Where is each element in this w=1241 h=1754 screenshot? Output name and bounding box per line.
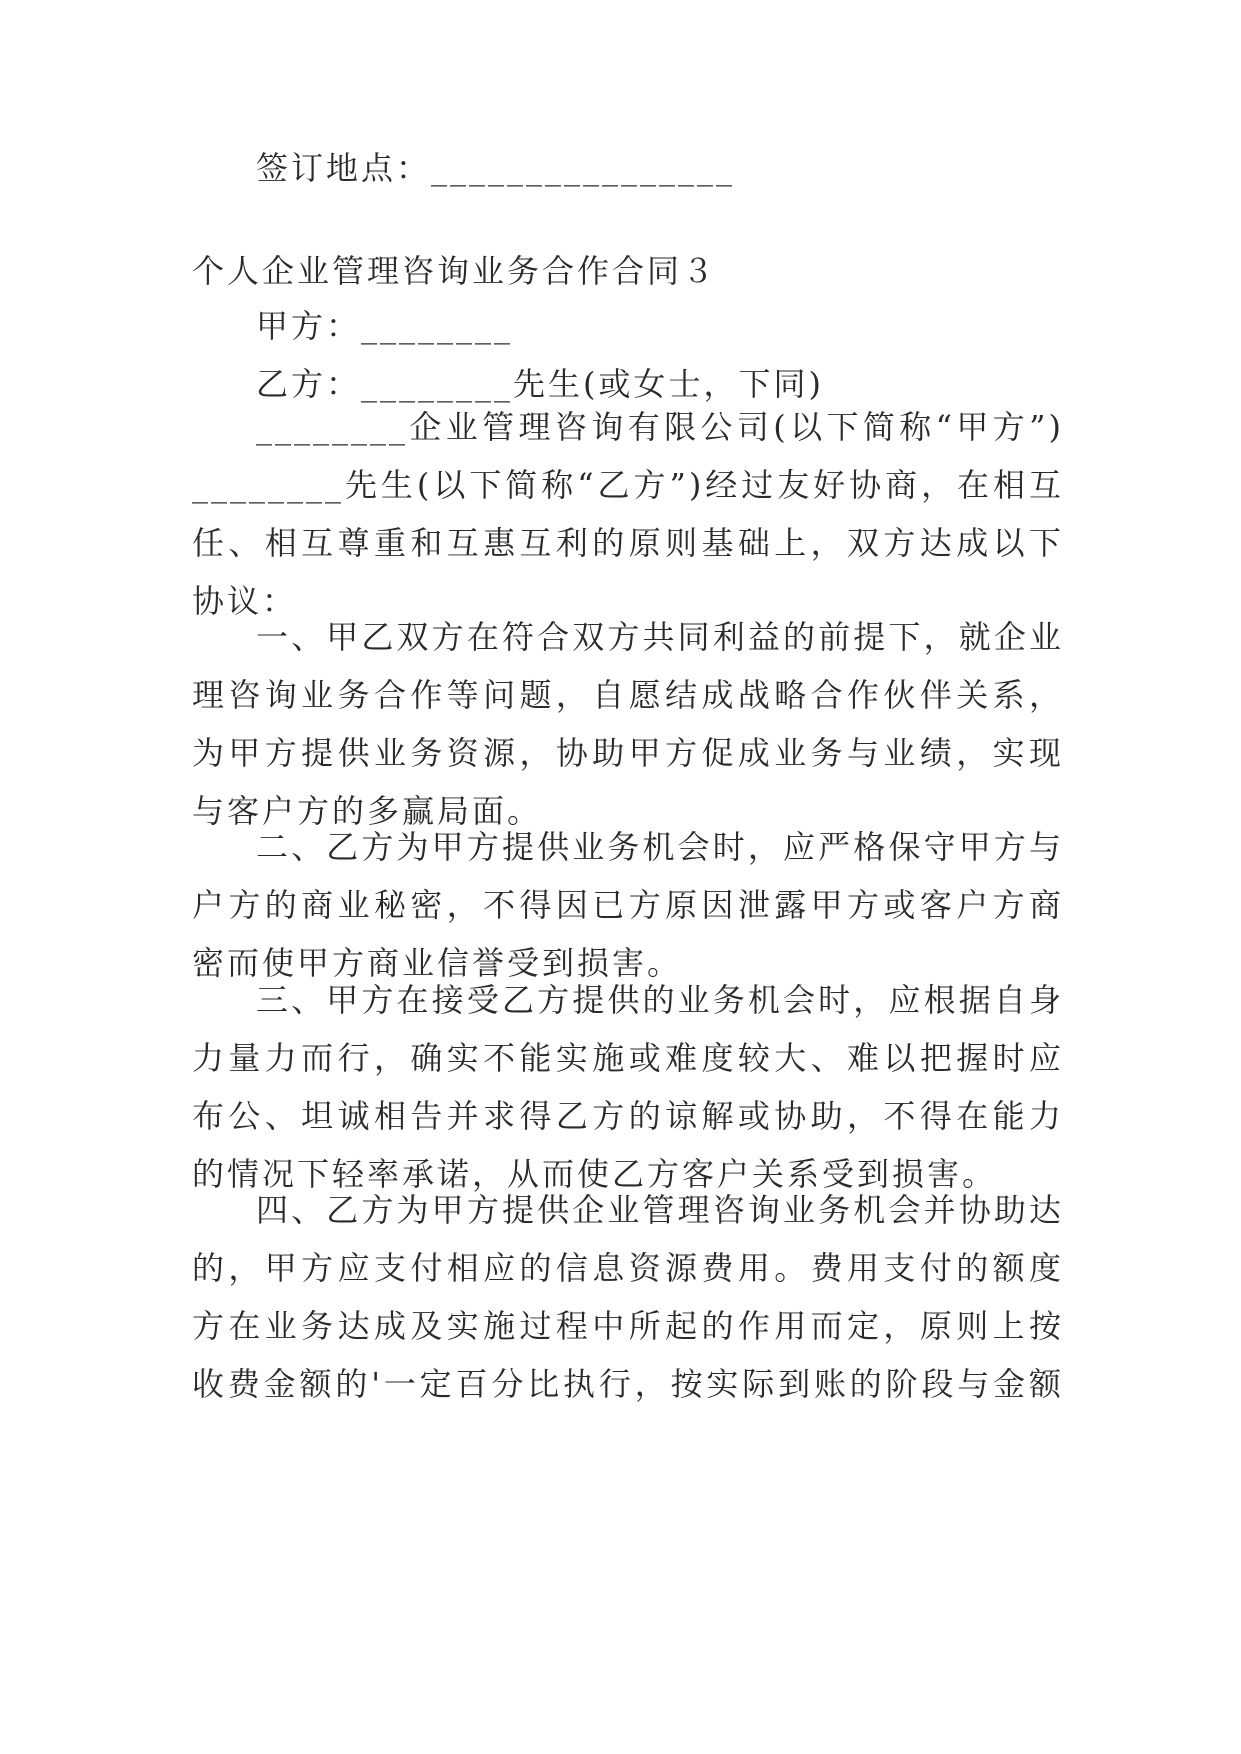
intro-line: 任、相互尊重和互惠互利的原则基础上，双方达成以下 — [192, 524, 1064, 562]
clause-line: 与客户方的多赢局面。 — [192, 792, 543, 830]
intro-line: 协议： — [192, 582, 298, 620]
clause-line: 三、甲方在接受乙方提供的业务机会时，应根据自身 — [256, 981, 1064, 1019]
clause-1-paragraph — [192, 608, 1064, 840]
clause-line: 为甲方提供业务资源，协助甲方促成业务与业绩，实现 — [192, 734, 1064, 772]
clause-line: 二、乙方为甲方提供业务机会时，应严格保守甲方与 — [256, 828, 1064, 866]
section-title: 个人企业管理咨询业务合作合同３ — [192, 252, 718, 290]
intro-line: ________先生(以下简称“乙方”)经过友好协商，在相互 — [192, 466, 1064, 504]
clause-3-paragraph — [192, 971, 1064, 1203]
clause-line: 四、乙方为甲方提供企业管理咨询业务机会并协助达 — [256, 1191, 1064, 1229]
clause-line: 密而使甲方商业信誉受到损害。 — [192, 944, 683, 982]
clause-line: 的情况下轻率承诺，从而使乙方客户关系受到损害。 — [192, 1155, 998, 1193]
party-b-line: 乙方：________先生(或女士，下同) — [256, 365, 824, 403]
clause-line: 理咨询业务合作等问题，自愿结成战略合作伙伴关系， — [192, 676, 1064, 714]
clause-line: 收费金额的'一定百分比执行，按实际到账的阶段与金额 — [192, 1365, 1064, 1403]
parties-block — [192, 297, 1064, 413]
intro-line: ________企业管理咨询有限公司(以下简称“甲方”) — [256, 408, 1064, 446]
clause-line: 方在业务达成及实施过程中所起的作用而定，原则上按 — [192, 1307, 1064, 1345]
intro-paragraph — [192, 398, 1064, 630]
signing-place: 签订地点：________________ — [256, 149, 736, 187]
signing-place-line — [192, 139, 1064, 197]
clause-line: 户方的商业秘密，不得因已方原因泄露甲方或客户方商 — [192, 886, 1064, 924]
clause-line: 力量力而行，确实不能实施或难度较大、难以把握时应 — [192, 1039, 1064, 1077]
clause-4-paragraph — [192, 1181, 1064, 1413]
party-a-line: 甲方：________ — [256, 307, 514, 345]
clause-line: 一、甲乙双方在符合双方共同利益的前提下，就企业 — [256, 618, 1064, 656]
clause-line: 布公、坦诚相告并求得乙方的谅解或协助，不得在能力 — [192, 1097, 1064, 1135]
clause-line: 的，甲方应支付相应的信息资源费用。费用支付的额度 — [192, 1249, 1064, 1287]
section-title-block — [192, 242, 1064, 300]
clause-2-paragraph — [192, 818, 1064, 992]
